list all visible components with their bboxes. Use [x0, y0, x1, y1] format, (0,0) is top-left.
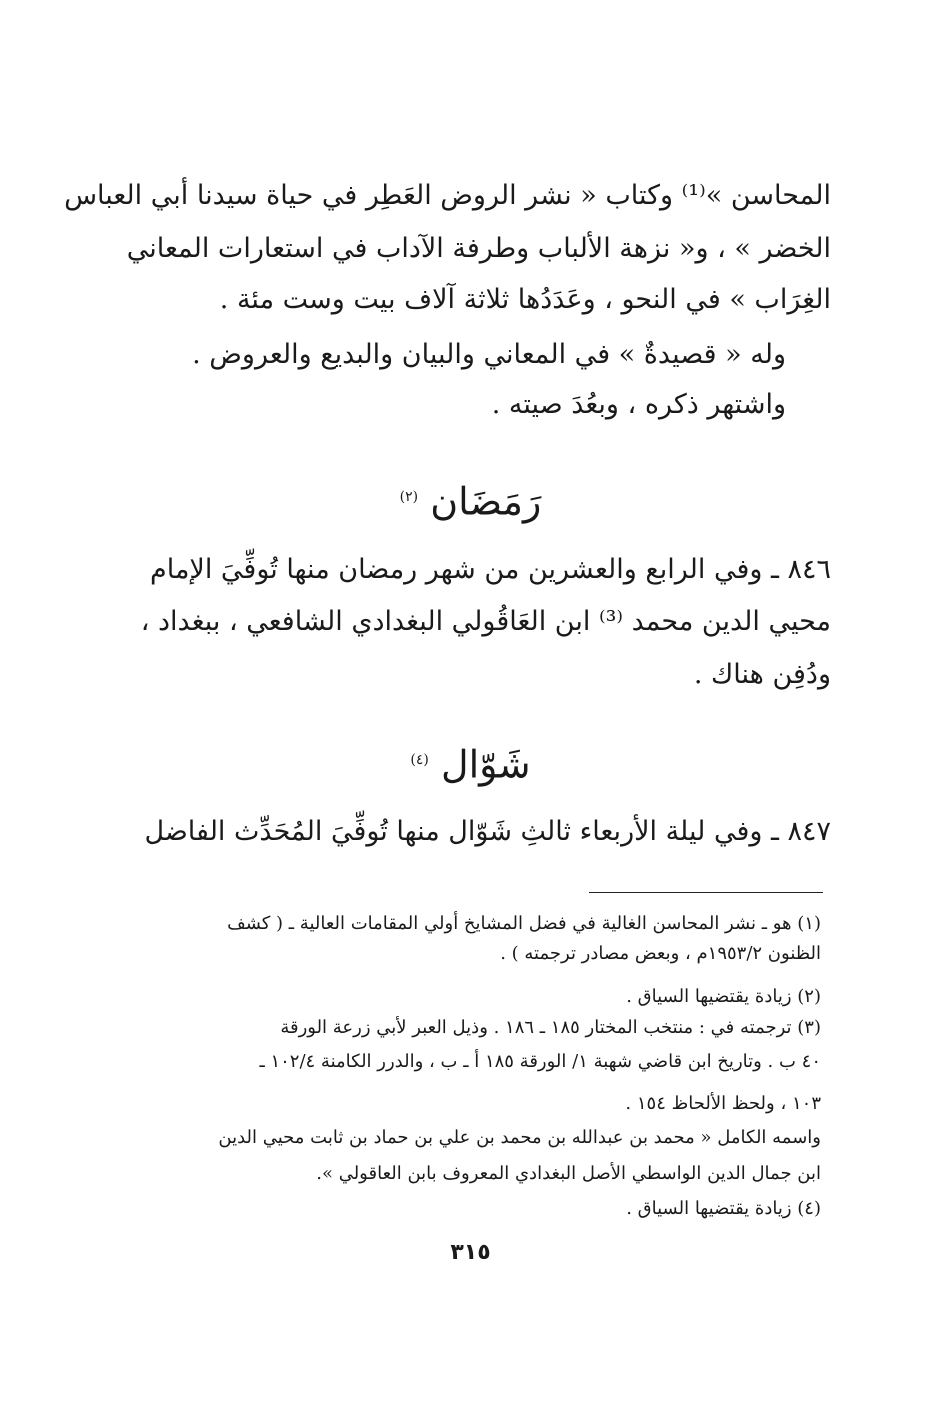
- page-number: ٣١٥: [450, 1240, 491, 1265]
- section-heading-ramadan: [0, 472, 941, 527]
- entry-846-line-3: ودُفِن هناك .: [693, 659, 831, 690]
- footnote-1-line-1: (١) هو ـ نشر المحاسن الغالية في فضل المشايخ أولي المقامات العالية ـ ( كشف: [227, 913, 821, 934]
- footnote-3-line-3: ١٠٣ ، ولحظ الألحاظ ١٥٤ .: [625, 1093, 821, 1114]
- footnote-1-line-2: الظنون ١٩٥٣/٢م ، وبعض مصادر ترجمته ) .: [500, 943, 821, 964]
- footnote-3-line-2: ٤٠ ب . وتاريخ ابن قاضي شهبة ١/ الورقة ١٨٥ أ ـ ب ، والدرر الكامنة ١٠٢/٤ ـ: [259, 1051, 821, 1072]
- section-heading-shawwal: [0, 735, 941, 790]
- ramadan-note-marker: (٢): [399, 489, 419, 505]
- entry-846-line-2: محيي الدين محمد ⁽³⁾ ابن العَاقُولي البغدادي الشافعي ، ببغداد ،: [140, 606, 831, 637]
- ramadan-heading-text: رَمَضَان: [430, 479, 542, 524]
- paragraph-3-line-1: واشتهر ذكره ، وبعُدَ صيته .: [491, 389, 786, 420]
- paragraph-2-line-1: وله « قصيدةٌ » في المعاني والبيان والبديع والعروض .: [192, 339, 786, 370]
- shawwal-heading-text: شَوّال: [440, 742, 531, 787]
- footnote-separator: [589, 892, 823, 893]
- footnote-4-line-1: (٤) زيادة يقتضيها السياق .: [626, 1198, 821, 1219]
- footnote-3-line-5: ابن جمال الدين الواسطي الأصل البغدادي المعروف بابن العاقولي ».: [316, 1163, 821, 1184]
- paragraph-1-line-3: الغِرَاب » في النحو ، وعَدَدُها ثلاثة آلاف بيت وست مئة .: [219, 284, 831, 315]
- paragraph-1-line-1: المحاسن »⁽¹⁾ وكتاب « نشر الروض العَطِر في حياة سيدنا أبي العباس: [64, 180, 831, 211]
- footnote-3-line-4: واسمه الكامل « محمد بن عبدالله بن محمد بن علي بن حماد بن ثابت محيي الدين: [218, 1127, 821, 1148]
- shawwal-note-marker: (٤): [410, 752, 429, 768]
- entry-847-line-1: ٨٤٧ ـ وفي ليلة الأربعاء ثالثِ شَوّال منها تُوفِّيَ المُحَدِّث الفاضل: [144, 816, 831, 847]
- entry-846-line-1: ٨٤٦ ـ وفي الرابع والعشرين من شهر رمضان منها تُوفِّيَ الإمام: [150, 554, 831, 585]
- footnote-3-line-1: (٣) ترجمته في : منتخب المختار ١٨٥ ـ ١٨٦ . وذيل العبر لأبي زرعة الورقة: [280, 1017, 821, 1038]
- paragraph-1-line-2: الخضر » ، و« نزهة الألباب وطرفة الآداب في استعارات المعاني: [126, 233, 831, 264]
- footnote-2-line-1: (٢) زيادة يقتضيها السياق .: [626, 986, 821, 1007]
